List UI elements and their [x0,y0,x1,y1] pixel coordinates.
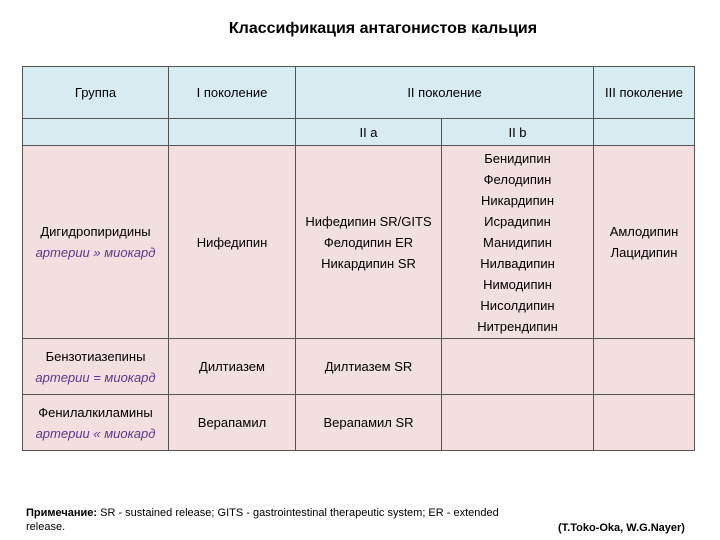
gen2a-cell [296,146,442,339]
drug-item: Лацидипин [610,245,678,260]
footnote [26,506,506,534]
gen1-cell: Нифедипин [169,146,296,339]
table-row [23,146,695,339]
drug-item: Никардипин [480,192,555,208]
header-gen2a: II a [296,119,442,146]
drug-item: Исрадипин [484,213,551,229]
gen2b-cell [442,339,594,395]
group-cell [23,339,169,395]
gen2b-cell [442,146,594,339]
group-subtitle: артерии = миокард [35,369,156,385]
group-name: Дигидропиридины [40,224,151,239]
group-subtitle: артерии » миокард [35,245,156,260]
source-credit: (T.Toko-Oka, W.G.Nayer) [558,522,685,534]
group-subtitle: артерии « миокард [35,425,156,441]
gen1-cell: Верапамил [169,395,296,451]
drug-item: Нифедипин SR/GITS [305,213,432,229]
footnote-label: Примечание: [26,507,98,519]
header-gen2: II поколение [296,67,594,119]
group-name: Бензотиазепины [45,348,146,364]
gen1-cell: Дилтиазем [169,339,296,395]
group-name: Фенилалкиламины [38,404,153,420]
subheader-empty-2 [169,119,296,146]
drug-item: Бенидипин [484,150,551,166]
drug-item: Нимодипин [483,276,552,292]
header-group: Группа [23,67,169,119]
subheader-empty-3 [594,119,695,146]
gen3-cell [594,395,695,451]
drug-item: Фелодипин ER [323,234,414,250]
header-gen1: I поколение [169,67,296,119]
header-row [23,67,695,119]
group-cell [23,395,169,451]
drug-item: Фелодипин [483,171,552,187]
gen3-cell [594,146,695,339]
drug-item: Нилвадипин [480,255,555,271]
header-gen2b: II b [442,119,594,146]
subheader-empty-1 [23,119,169,146]
table-row [23,395,695,451]
drug-item: Манидипин [483,234,552,250]
classification-table [22,66,695,451]
page-title: Классификация антагонистов кальция [228,20,538,37]
gen3-cell [594,339,695,395]
table-row [23,339,695,395]
drug-item: Никардипин SR [321,255,416,271]
group-cell [23,146,169,339]
header-gen3: III поколение [594,67,695,119]
subheader-row [23,119,695,146]
drug-item: Амлодипин [609,224,679,239]
drug-item: Нитрендипин [477,318,558,334]
footnote-text: SR - sustained release; GITS - gastrointestinal therapeutic system; ER - extended release. [26,507,499,533]
gen2b-cell [442,395,594,451]
gen2a-cell: Дилтиазем SR [296,339,442,395]
gen2a-cell: Верапамил SR [296,395,442,451]
drug-item: Нисолдипин [480,297,555,313]
